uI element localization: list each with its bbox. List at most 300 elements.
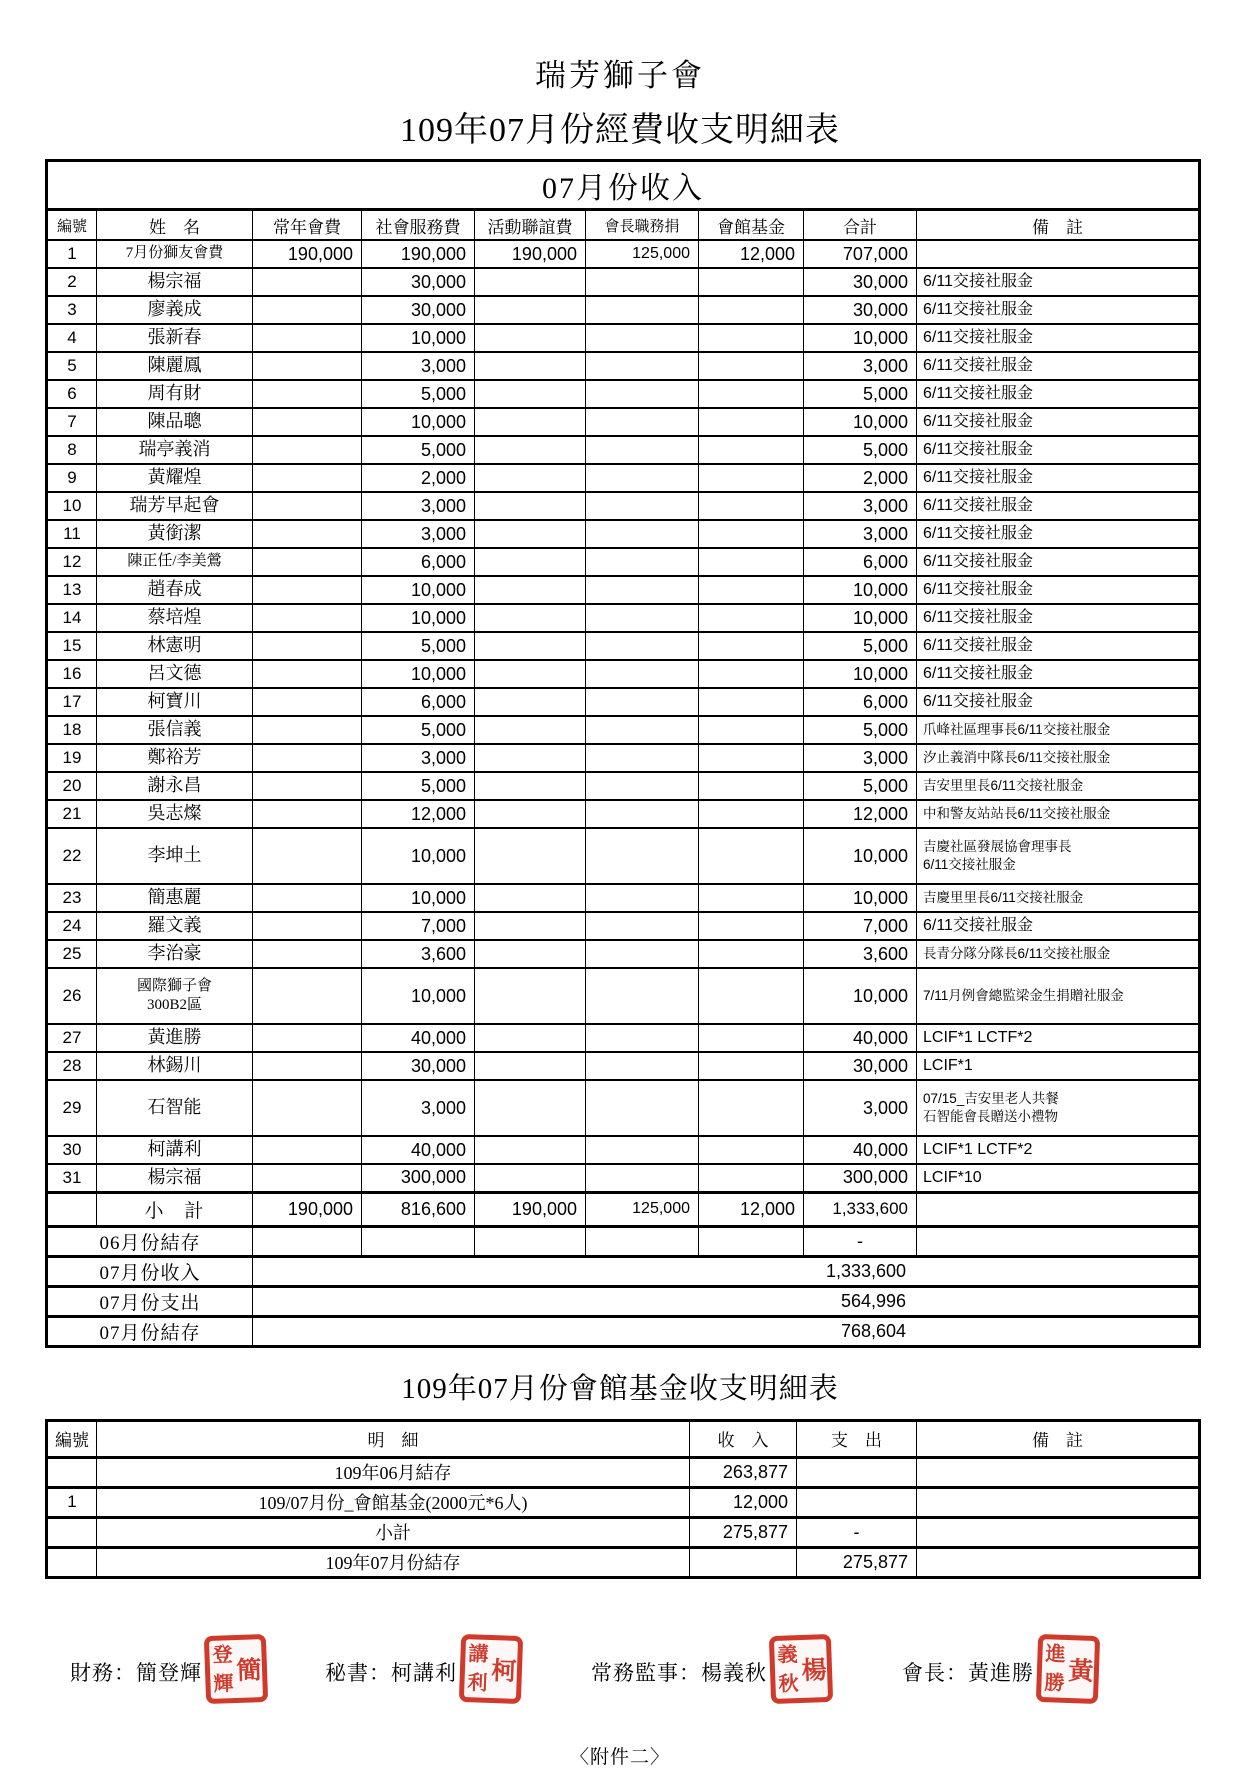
cell-total: 10,000 [804, 660, 917, 688]
cell-name: 楊宗福 [97, 1164, 253, 1192]
cell-hall-fund [699, 464, 804, 492]
fund-cell-remark [917, 1547, 1200, 1577]
cell-remark: LCIF*1 LCTF*2 [917, 1024, 1200, 1052]
cell-hall-fund [699, 660, 804, 688]
cell-annual-fee [253, 968, 362, 1024]
cell-no: 23 [47, 884, 97, 912]
cell-annual-fee [253, 268, 362, 296]
cell-total: 30,000 [804, 1052, 917, 1080]
fund-cell-detail: 109年06月結存 [97, 1457, 690, 1487]
cell-annual-fee [253, 436, 362, 464]
cell-annual-fee [253, 352, 362, 380]
fund-col-header: 明 細 [97, 1420, 690, 1457]
fund-table [45, 1419, 1201, 1579]
june-balance-hall [699, 1226, 804, 1256]
cell-hall-fund [699, 268, 804, 296]
cell-social-service-fee: 3,000 [362, 492, 475, 520]
subtotal-label: 小 計 [97, 1192, 253, 1226]
income-data-row [47, 296, 1200, 324]
cell-no: 14 [47, 604, 97, 632]
cell-social-service-fee: 3,000 [362, 744, 475, 772]
cell-no: 10 [47, 492, 97, 520]
cell-no: 16 [47, 660, 97, 688]
cell-president-donation [586, 436, 699, 464]
cell-no: 29 [47, 1080, 97, 1136]
june-balance-annual [253, 1226, 362, 1256]
cell-name: 周有財 [97, 380, 253, 408]
cell-annual-fee [253, 1080, 362, 1136]
cell-president-donation [586, 912, 699, 940]
cell-hall-fund [699, 940, 804, 968]
cell-annual-fee [253, 1052, 362, 1080]
cell-total: 300,000 [804, 1164, 917, 1192]
cell-activity-fee [475, 408, 586, 436]
cell-activity-fee [475, 380, 586, 408]
cell-name: 國際獅子會 300B2區 [97, 968, 253, 1024]
cell-total: 5,000 [804, 632, 917, 660]
cell-remark: 6/11交接社服金 [917, 548, 1200, 576]
cell-social-service-fee: 5,000 [362, 772, 475, 800]
cell-no: 7 [47, 408, 97, 436]
cell-annual-fee [253, 744, 362, 772]
summary-value: 768,604 [253, 1316, 1200, 1346]
summary-label: 07月份支出 [47, 1286, 253, 1316]
cell-president-donation [586, 1080, 699, 1136]
fund-cell-income [690, 1547, 797, 1577]
cell-annual-fee [253, 604, 362, 632]
cell-no: 4 [47, 324, 97, 352]
cell-activity-fee [475, 800, 586, 828]
income-data-row [47, 324, 1200, 352]
cell-activity-fee [475, 1080, 586, 1136]
cell-hall-fund [699, 520, 804, 548]
cell-total: 12,000 [804, 800, 917, 828]
fund-cell-expense [797, 1457, 917, 1487]
income-col-header: 會長職務捐 [586, 210, 699, 241]
cell-annual-fee [253, 576, 362, 604]
cell-annual-fee [253, 632, 362, 660]
cell-total: 2,000 [804, 464, 917, 492]
cell-social-service-fee: 3,600 [362, 940, 475, 968]
subtotal-activity: 190,000 [475, 1192, 586, 1226]
cell-hall-fund [699, 576, 804, 604]
fund-col-header: 編號 [47, 1420, 97, 1457]
cell-hall-fund [699, 1080, 804, 1136]
cell-annual-fee [253, 296, 362, 324]
cell-social-service-fee: 7,000 [362, 912, 475, 940]
cell-president-donation [586, 884, 699, 912]
income-table [45, 159, 1201, 1348]
income-col-header: 合計 [804, 210, 917, 241]
income-data-row [47, 940, 1200, 968]
cell-activity-fee [475, 1136, 586, 1164]
cell-name: 林憲明 [97, 632, 253, 660]
cell-name: 黃銜潔 [97, 520, 253, 548]
cell-remark: 吉安里里長6/11交接社服金 [917, 772, 1200, 800]
fund-cell-no [47, 1547, 97, 1577]
cell-activity-fee [475, 520, 586, 548]
cell-annual-fee [253, 492, 362, 520]
cell-name: 陳麗鳳 [97, 352, 253, 380]
cell-no: 19 [47, 744, 97, 772]
income-section-row [47, 161, 1200, 210]
fund-cell-expense: - [797, 1517, 917, 1547]
cell-president-donation [586, 828, 699, 884]
june-balance-activity [475, 1226, 586, 1256]
cell-total: 6,000 [804, 688, 917, 716]
cell-total: 30,000 [804, 296, 917, 324]
cell-remark: LCIF*1 LCTF*2 [917, 1136, 1200, 1164]
cell-remark [917, 240, 1200, 268]
income-data-row [47, 380, 1200, 408]
subtotal-president: 125,000 [586, 1192, 699, 1226]
cell-hall-fund [699, 604, 804, 632]
june-balance-total: - [804, 1226, 917, 1256]
cell-social-service-fee: 40,000 [362, 1136, 475, 1164]
cell-social-service-fee: 30,000 [362, 296, 475, 324]
cell-activity-fee [475, 912, 586, 940]
cell-no: 31 [47, 1164, 97, 1192]
cell-annual-fee [253, 1024, 362, 1052]
cell-no: 11 [47, 520, 97, 548]
cell-social-service-fee: 40,000 [362, 1024, 475, 1052]
stamp-char: 登 [212, 1643, 233, 1666]
stamp-char: 義 [777, 1643, 798, 1666]
cell-president-donation [586, 352, 699, 380]
income-data-row [47, 968, 1200, 1024]
cell-hall-fund [699, 1164, 804, 1192]
cell-activity-fee [475, 772, 586, 800]
fund-col-header: 支 出 [797, 1420, 917, 1457]
cell-remark: 6/11交接社服金 [917, 912, 1200, 940]
cell-annual-fee [253, 380, 362, 408]
stamp-surname: 簡 [236, 1656, 263, 1685]
cell-name: 林錫川 [97, 1052, 253, 1080]
cell-remark: 6/11交接社服金 [917, 576, 1200, 604]
cell-remark: 6/11交接社服金 [917, 436, 1200, 464]
june-balance-row [47, 1226, 1200, 1256]
fund-data-row [47, 1457, 1200, 1487]
signature-label: 財務：簡登輝 [70, 1660, 202, 1685]
income-data-row [47, 352, 1200, 380]
cell-name: 蔡培煌 [97, 604, 253, 632]
income-data-row [47, 716, 1200, 744]
cell-name: 陳品聰 [97, 408, 253, 436]
cell-name: 謝永昌 [97, 772, 253, 800]
cell-remark: 吉慶社區發展協會理事長 6/11交接社服金 [917, 828, 1200, 884]
cell-name: 廖義成 [97, 296, 253, 324]
cell-annual-fee [253, 1136, 362, 1164]
cell-name: 張新春 [97, 324, 253, 352]
signature-3 [591, 1643, 832, 1725]
income-col-header: 編號 [47, 210, 97, 241]
cell-president-donation [586, 688, 699, 716]
cell-total: 10,000 [804, 324, 917, 352]
cell-activity-fee [475, 884, 586, 912]
cell-activity-fee [475, 1024, 586, 1052]
cell-activity-fee [475, 716, 586, 744]
cell-hall-fund [699, 744, 804, 772]
fund-data-row [47, 1487, 1200, 1517]
cell-activity-fee [475, 324, 586, 352]
fund-cell-remark [917, 1517, 1200, 1547]
cell-president-donation [586, 772, 699, 800]
income-data-row [47, 828, 1200, 884]
cell-total: 707,000 [804, 240, 917, 268]
fund-cell-income: 275,877 [690, 1517, 797, 1547]
cell-social-service-fee: 300,000 [362, 1164, 475, 1192]
cell-activity-fee [475, 296, 586, 324]
cell-activity-fee [475, 492, 586, 520]
cell-name: 楊宗福 [97, 268, 253, 296]
fund-cell-expense [797, 1487, 917, 1517]
fund-table-title: 109年07月份會館基金收支明細表 [401, 1372, 839, 1405]
cell-hall-fund [699, 492, 804, 520]
cell-remark: 中和警友站站長6/11交接社服金 [917, 800, 1200, 828]
stamp-surname: 楊 [801, 1656, 828, 1685]
cell-remark: 爪峰社區理事長6/11交接社服金 [917, 716, 1200, 744]
cell-president-donation [586, 968, 699, 1024]
cell-remark: 汐止義消中隊長6/11交接社服金 [917, 744, 1200, 772]
cell-social-service-fee: 10,000 [362, 408, 475, 436]
cell-name: 柯講利 [97, 1136, 253, 1164]
cell-no: 12 [47, 548, 97, 576]
cell-name: 柯寶川 [97, 688, 253, 716]
cell-no: 3 [47, 296, 97, 324]
cell-name: 瑞亭義消 [97, 436, 253, 464]
cell-social-service-fee: 10,000 [362, 884, 475, 912]
cell-social-service-fee: 5,000 [362, 380, 475, 408]
cell-activity-fee [475, 632, 586, 660]
income-section-title: 07月份收入 [47, 161, 1200, 210]
fund-cell-detail: 109年07月份結存 [97, 1547, 690, 1577]
cell-total: 10,000 [804, 828, 917, 884]
cell-remark: 6/11交接社服金 [917, 296, 1200, 324]
cell-no: 6 [47, 380, 97, 408]
cell-hall-fund [699, 688, 804, 716]
fund-cell-income: 12,000 [690, 1487, 797, 1517]
cell-annual-fee [253, 548, 362, 576]
cell-remark: 6/11交接社服金 [917, 520, 1200, 548]
cell-remark: 6/11交接社服金 [917, 492, 1200, 520]
income-data-row [47, 408, 1200, 436]
cell-total: 10,000 [804, 408, 917, 436]
cell-president-donation [586, 716, 699, 744]
subtotal-total: 1,333,600 [804, 1192, 917, 1226]
stamp-char: 秋 [778, 1672, 799, 1695]
cell-name: 鄭裕芳 [97, 744, 253, 772]
cell-hall-fund [699, 912, 804, 940]
cell-annual-fee: 190,000 [253, 240, 362, 268]
cell-no [47, 1192, 97, 1226]
cell-name: 石智能 [97, 1080, 253, 1136]
cell-total: 3,000 [804, 520, 917, 548]
income-data-row [47, 492, 1200, 520]
cell-total: 3,000 [804, 492, 917, 520]
cell-hall-fund [699, 380, 804, 408]
cell-president-donation [586, 632, 699, 660]
cell-social-service-fee: 2,000 [362, 464, 475, 492]
cell-activity-fee [475, 548, 586, 576]
cell-social-service-fee: 10,000 [362, 660, 475, 688]
cell-annual-fee [253, 800, 362, 828]
cell-remark: 6/11交接社服金 [917, 380, 1200, 408]
month-summary-row [47, 1316, 1200, 1346]
cell-name: 呂文德 [97, 660, 253, 688]
income-data-row [47, 1080, 1200, 1136]
cell-no: 30 [47, 1136, 97, 1164]
cell-name: 簡惠麗 [97, 884, 253, 912]
cell-annual-fee [253, 464, 362, 492]
income-subtotal-row [47, 1192, 1200, 1226]
fund-cell-no: 1 [47, 1487, 97, 1517]
income-data-row [47, 268, 1200, 296]
cell-total: 5,000 [804, 772, 917, 800]
cell-social-service-fee: 3,000 [362, 520, 475, 548]
stamp-char: 輝 [213, 1672, 234, 1695]
cell-hall-fund [699, 800, 804, 828]
june-balance-remark [917, 1226, 1200, 1256]
subtotal-social: 816,600 [362, 1192, 475, 1226]
signature-1 [70, 1643, 267, 1725]
cell-hall-fund [699, 324, 804, 352]
cell-no: 26 [47, 968, 97, 1024]
cell-remark: 6/11交接社服金 [917, 324, 1200, 352]
income-data-row [47, 548, 1200, 576]
cell-activity-fee [475, 604, 586, 632]
cell-activity-fee: 190,000 [475, 240, 586, 268]
cell-total: 3,000 [804, 352, 917, 380]
cell-annual-fee [253, 408, 362, 436]
cell-annual-fee [253, 688, 362, 716]
fund-cell-detail: 109/07月份_會館基金(2000元*6人) [97, 1487, 690, 1517]
cell-social-service-fee: 5,000 [362, 716, 475, 744]
stamp-char: 勝 [1044, 1671, 1065, 1694]
income-header-row [47, 210, 1200, 241]
income-data-row [47, 1024, 1200, 1052]
signature-4 [902, 1642, 1099, 1725]
june-balance-label: 06月份結存 [47, 1226, 253, 1256]
cell-activity-fee [475, 268, 586, 296]
cell-remark: LCIF*10 [917, 1164, 1200, 1192]
cell-total: 3,600 [804, 940, 917, 968]
fund-cell-income: 263,877 [690, 1457, 797, 1487]
cell-name: 李坤土 [97, 828, 253, 884]
cell-president-donation: 125,000 [586, 240, 699, 268]
cell-name: 陳正任/李美鶯 [97, 548, 253, 576]
cell-activity-fee [475, 968, 586, 1024]
summary-value: 1,333,600 [253, 1256, 1200, 1286]
cell-annual-fee [253, 940, 362, 968]
seal-stamp-icon [204, 1633, 268, 1703]
cell-president-donation [586, 268, 699, 296]
cell-president-donation [586, 1052, 699, 1080]
fund-cell-detail: 小計 [97, 1517, 690, 1547]
june-balance-president [586, 1226, 699, 1256]
cell-no: 22 [47, 828, 97, 884]
cell-president-donation [586, 464, 699, 492]
cell-hall-fund [699, 716, 804, 744]
cell-annual-fee [253, 772, 362, 800]
cell-hall-fund [699, 884, 804, 912]
cell-activity-fee [475, 1052, 586, 1080]
cell-annual-fee [253, 828, 362, 884]
cell-no: 18 [47, 716, 97, 744]
cell-total: 3,000 [804, 1080, 917, 1136]
cell-activity-fee [475, 828, 586, 884]
fund-cell-remark [917, 1487, 1200, 1517]
signature-label: 常務監事：楊義秋 [591, 1660, 767, 1685]
month-summary-row [47, 1256, 1200, 1286]
cell-remark: 6/11交接社服金 [917, 604, 1200, 632]
cell-no: 13 [47, 576, 97, 604]
cell-president-donation [586, 660, 699, 688]
page-subtitle: 109年07月份經費收支明細表 [400, 112, 840, 149]
stamp-surname: 柯 [490, 1657, 517, 1686]
cell-activity-fee [475, 660, 586, 688]
cell-annual-fee [253, 520, 362, 548]
cell-activity-fee [475, 688, 586, 716]
fund-data-row [47, 1517, 1200, 1547]
income-data-row [47, 800, 1200, 828]
cell-remark: LCIF*1 [917, 1052, 1200, 1080]
fund-col-header: 備 註 [917, 1420, 1200, 1457]
income-data-row [47, 436, 1200, 464]
income-data-row [47, 520, 1200, 548]
cell-president-donation [586, 548, 699, 576]
cell-social-service-fee: 12,000 [362, 800, 475, 828]
cell-social-service-fee: 3,000 [362, 1080, 475, 1136]
attachment-note: 〈附件二〉 [569, 1746, 670, 1768]
income-data-row [47, 744, 1200, 772]
cell-total: 30,000 [804, 268, 917, 296]
signature-label: 會長：黃進勝 [902, 1660, 1034, 1685]
cell-no: 5 [47, 352, 97, 380]
cell-no: 9 [47, 464, 97, 492]
cell-activity-fee [475, 1164, 586, 1192]
cell-name: 黃耀煌 [97, 464, 253, 492]
signature-footer [0, 1635, 1240, 1740]
cell-hall-fund: 12,000 [699, 240, 804, 268]
cell-social-service-fee: 10,000 [362, 604, 475, 632]
cell-total: 7,000 [804, 912, 917, 940]
income-col-header: 常年會費 [253, 210, 362, 241]
cell-hall-fund [699, 436, 804, 464]
cell-hall-fund [699, 408, 804, 436]
cell-president-donation [586, 744, 699, 772]
income-data-row [47, 464, 1200, 492]
signature-label: 秘書：柯講利 [325, 1660, 457, 1685]
income-data-row [47, 604, 1200, 632]
cell-social-service-fee: 6,000 [362, 688, 475, 716]
cell-president-donation [586, 940, 699, 968]
income-col-header: 姓 名 [97, 210, 253, 241]
subtotal-hall: 12,000 [699, 1192, 804, 1226]
cell-total: 5,000 [804, 380, 917, 408]
stamp-char: 利 [467, 1671, 488, 1694]
subtotal-remark [917, 1192, 1200, 1226]
income-data-row [47, 576, 1200, 604]
cell-no: 25 [47, 940, 97, 968]
cell-president-donation [586, 576, 699, 604]
cell-remark: 6/11交接社服金 [917, 660, 1200, 688]
cell-remark: 6/11交接社服金 [917, 268, 1200, 296]
cell-no: 17 [47, 688, 97, 716]
cell-president-donation [586, 324, 699, 352]
seal-stamp-icon [769, 1633, 833, 1703]
cell-remark: 6/11交接社服金 [917, 688, 1200, 716]
cell-hall-fund [699, 1136, 804, 1164]
